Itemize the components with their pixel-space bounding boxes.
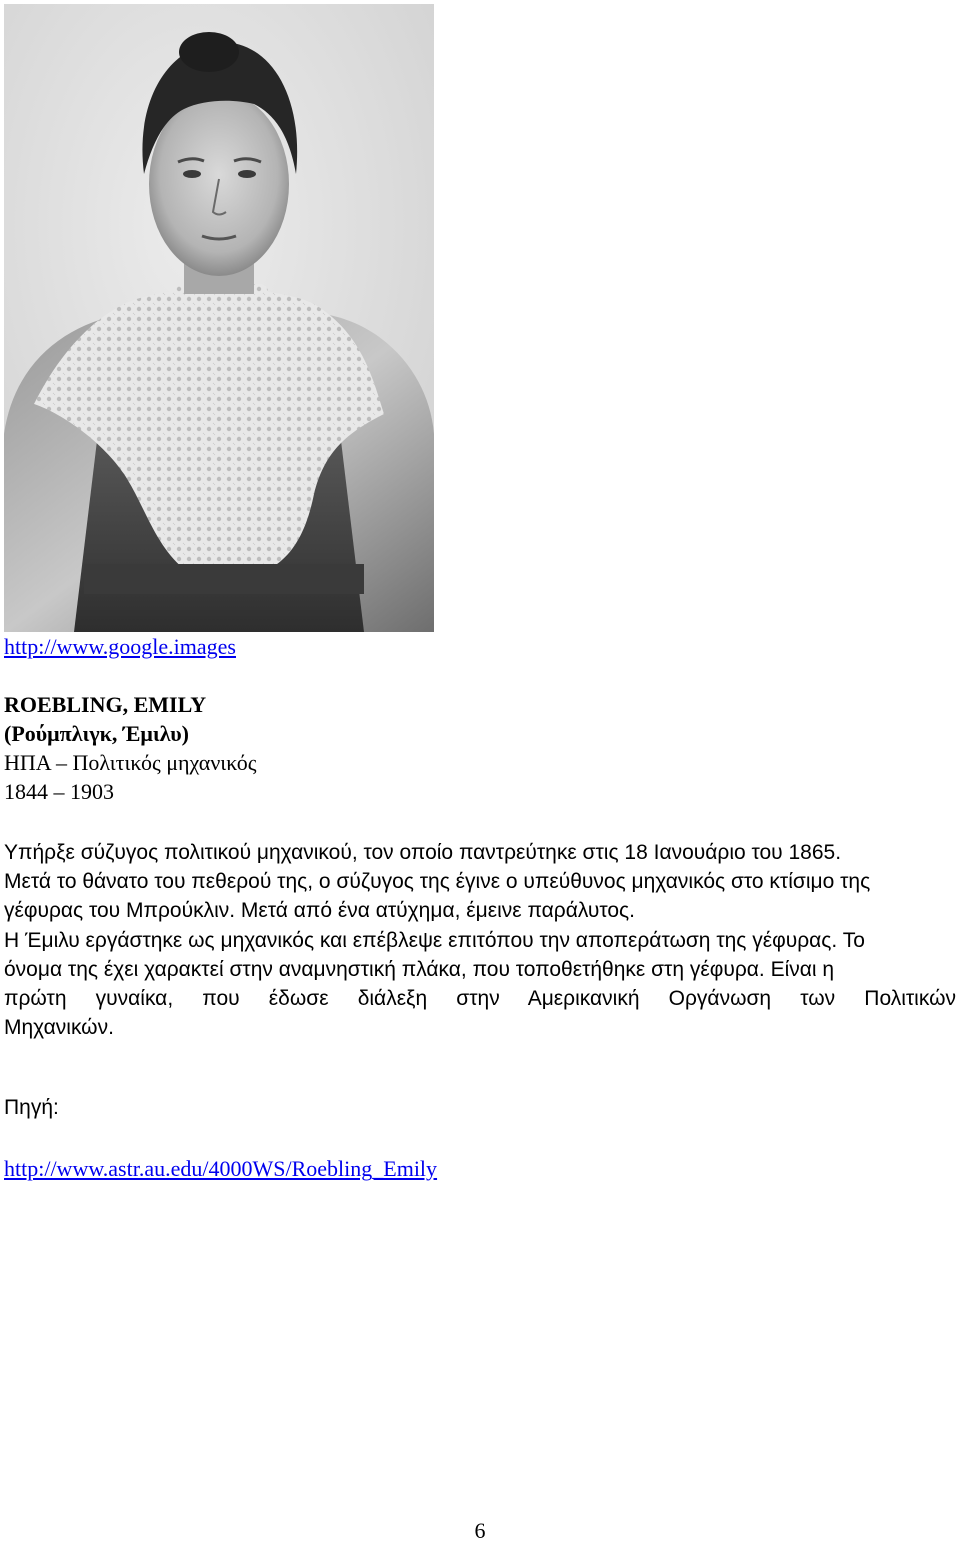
- bio-line: πρώτη γυναίκα, που έδωσε διάλεξη στην Αμερικανική Οργάνωση των Πολιτικών: [4, 987, 956, 1011]
- biography-header: [4, 690, 257, 806]
- name-greek: (Ρούμπλιγκ, Έμιλυ): [4, 721, 189, 746]
- biography-text: [4, 838, 956, 1042]
- bio-line: Υπήρξε σύζυγος πολιτικού μηχανικού, τον οποίο παντρεύτηκε στις 18 Ιανουάριο του 1865.: [4, 841, 842, 864]
- bio-line: γέφυρας του Μπρούκλιν. Μετά από ένα ατύχημα, έμεινε παράλυτος.: [4, 899, 635, 923]
- page-number: 6: [474, 1518, 486, 1543]
- portrait-photo: [4, 4, 434, 632]
- image-source-link[interactable]: http://www.google.images: [4, 634, 236, 659]
- bio-line: Μετά το θάνατο του πεθερού της, ο σύζυγος της έγινε ο υπεύθυνος μηχανικός στο κτίσιμο της: [4, 870, 871, 894]
- source-link[interactable]: http://www.astr.au.edu/4000WS/Roebling_Emily: [4, 1156, 438, 1181]
- name-latin: ROEBLING, EMILY: [4, 692, 207, 717]
- bio-line: Μηχανικών.: [4, 1016, 114, 1040]
- country-role: ΗΠΑ – Πολιτικός μηχανικός: [4, 750, 257, 775]
- life-years: 1844 – 1903: [4, 779, 114, 804]
- source-label: Πηγή:: [4, 1096, 59, 1119]
- bio-line: όνομα της έχει χαρακτεί στην αναμνηστική πλάκα, που τοποθετήθηκε στη γέφυρα. Είναι η: [4, 957, 835, 981]
- bio-line: Η Έμιλυ εργάστηκε ως μηχανικός και επέβλεψε επιτόπου την αποπεράτωση της γέφυρας. Το: [4, 928, 865, 952]
